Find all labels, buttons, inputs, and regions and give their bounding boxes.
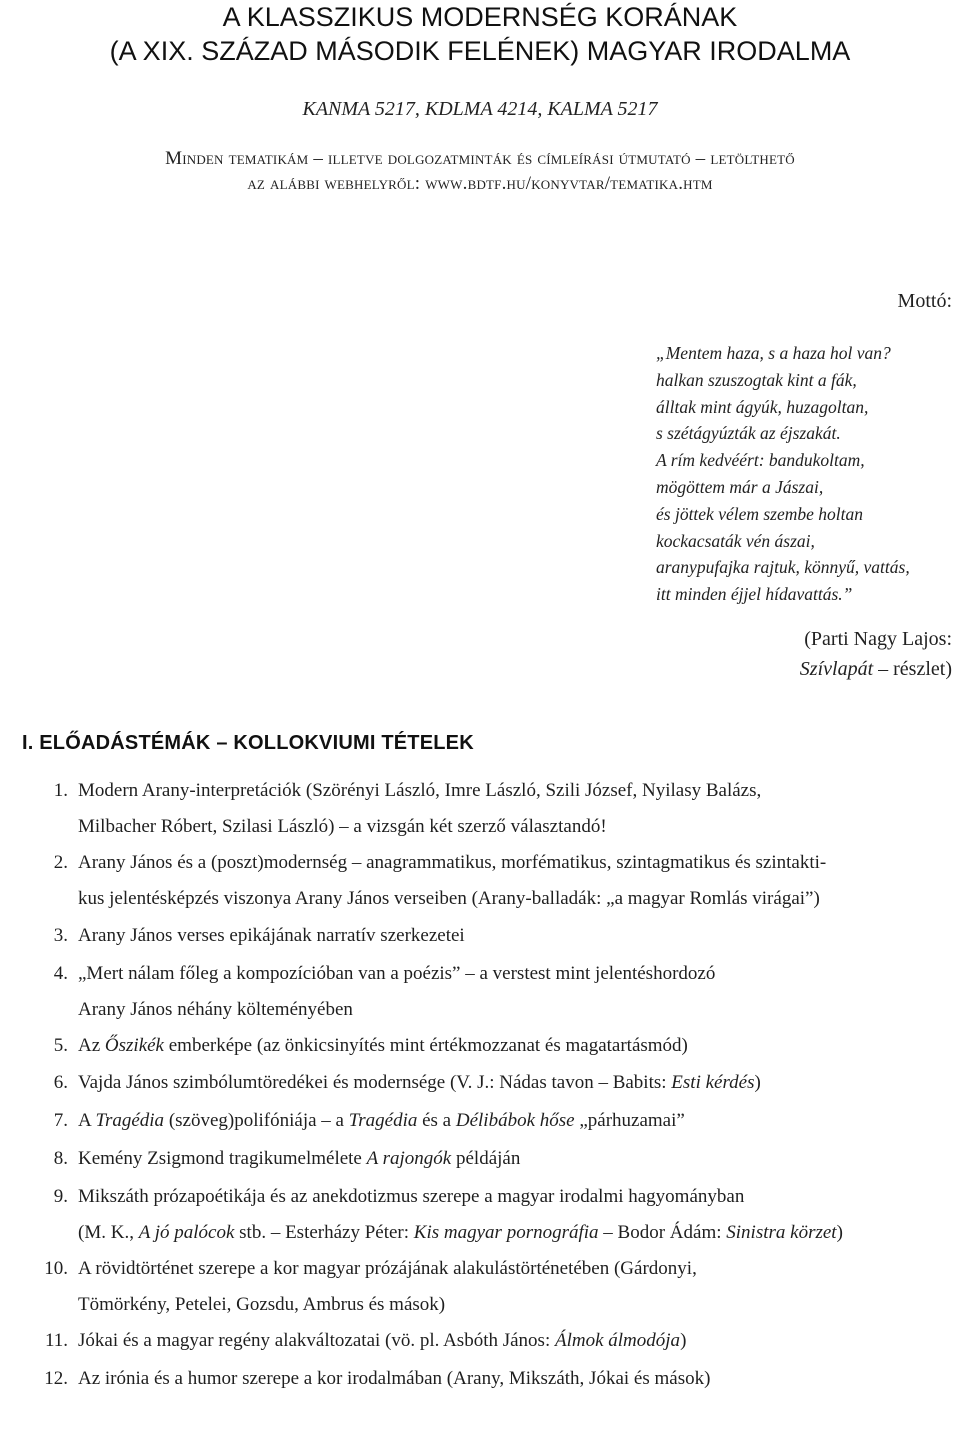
topic-text-line <box>78 1072 761 1094</box>
text-run: stb. – Esterházy Péter: <box>234 1222 414 1243</box>
poem-line: „Mentem haza, s a haza hol van? <box>656 343 891 363</box>
poem-line: kockacsaták vén ászai, <box>656 530 815 551</box>
document-title-line-2: (A XIX. SZÁZAD MÁSODIK FELÉNEK) MAGYAR IRODALMA <box>109 36 851 66</box>
poem-line: itt minden éjjel hídavattás.” <box>656 584 853 605</box>
text-run: (M. K., <box>78 1222 139 1243</box>
topic-number: 6. <box>53 1072 68 1093</box>
italic-title: Esti kérdés <box>671 1072 755 1093</box>
text-run: Az <box>78 1035 105 1056</box>
italic-title: Délibábok hőse <box>455 1110 575 1131</box>
italic-title: Kis magyar pornográfia <box>413 1222 599 1243</box>
text-run: „párhuzamai” <box>574 1110 685 1131</box>
topic-number: 4. <box>53 963 68 984</box>
italic-title: Őszikék <box>104 1035 164 1056</box>
topic-text-line <box>78 1035 688 1057</box>
text-run: (szöveg)polifóniája – a <box>164 1110 349 1131</box>
text-run: A <box>78 1110 96 1131</box>
text-run: kus jelentésképzés viszonya Arany János verseiben (Arany-balladák: „a magyar Romlás virágai”) <box>78 888 820 909</box>
attribution-rest: – részlet) <box>873 658 952 680</box>
italic-title: A jó palócok <box>138 1222 235 1243</box>
text-run: Milbacher Róbert, Szilasi László) – a vizsgán két szerző választandó! <box>78 816 607 837</box>
download-note-line-1: Minden tematikám – illetve dolgozatminták és címleírási útmutató – letölthető <box>165 148 795 169</box>
topic-text-line <box>78 1294 445 1316</box>
text-run: példáján <box>451 1148 521 1169</box>
document-title-line-1: A KLASSZIKUS MODERNSÉG KORÁNAK <box>222 2 738 32</box>
poem-line: s szétágyúzták az éjszakát. <box>656 423 841 444</box>
motto-poem <box>656 340 956 608</box>
motto-attribution-line-2 <box>592 654 952 684</box>
course-codes: KANMA 5217, KDLMA 4214, KALMA 5217 <box>302 98 658 120</box>
text-run: Modern Arany-interpretációk (Szörényi László, Imre László, Szili József, Nyilasy Balázs, <box>78 780 762 801</box>
text-run: emberképe (az önkicsinyítés mint értékmozzanat és magatartásmód) <box>164 1035 688 1056</box>
poem-line: mögöttem már a Jászai, <box>656 476 824 497</box>
text-run: „Mert nálam főleg a kompozícióban van a poézis” – a verstest mint jelentéshordozó <box>78 963 716 984</box>
topic-text-line <box>78 999 353 1021</box>
topic-number: 9. <box>53 1186 68 1207</box>
topic-text-line <box>78 888 820 910</box>
topic-number: 7. <box>53 1110 68 1131</box>
topic-text-line <box>78 1186 744 1208</box>
topic-text-line <box>78 780 761 802</box>
topic-text-line <box>78 1110 685 1132</box>
text-run: ) <box>754 1072 761 1093</box>
text-run: ) <box>836 1222 843 1243</box>
text-run: Tömörkény, Petelei, Gozsdu, Ambrus és mások) <box>78 1294 446 1315</box>
motto-label: Mottó: <box>897 290 952 312</box>
text-run: – Bodor Ádám: <box>598 1222 727 1243</box>
italic-title: Álmok álmodója <box>554 1330 681 1351</box>
text-run: és a <box>417 1110 456 1131</box>
text-run: Kemény Zsigmond tragikumelmélete <box>78 1148 367 1169</box>
topic-text-line <box>78 852 826 874</box>
topic-number: 11. <box>44 1330 68 1351</box>
text-run: A rövidtörténet szerepe a kor magyar prózájának alakulástörténetében (Gárdonyi, <box>78 1258 697 1279</box>
topic-number: 3. <box>53 925 68 946</box>
text-run: ) <box>680 1330 687 1351</box>
topic-number: 2. <box>53 852 68 873</box>
topic-text-line <box>78 1368 710 1390</box>
attribution-title: Szívlapát <box>799 658 874 680</box>
topic-number: 12. <box>44 1368 68 1389</box>
poem-line: A rím kedvéért: bandukoltam, <box>656 450 865 471</box>
poem-line: aranypufajka rajtuk, könnyű, vattás, <box>656 557 910 578</box>
text-run: Vajda János szimbólumtöredékei és modernsége (V. J.: Nádas tavon – Babits: <box>78 1072 672 1093</box>
topic-number: 1. <box>53 780 68 801</box>
topic-text-line <box>78 1222 843 1244</box>
topic-text-line <box>78 816 607 838</box>
download-note-line-2: az alábbi webhelyről: www.bdtf.hu/konyvtar/tematika.htm <box>247 173 713 194</box>
section-heading: I. ELŐADÁSTÉMÁK – KOLLOKVIUMI TÉTELEK <box>22 732 474 754</box>
topic-text-line <box>78 1330 686 1352</box>
topic-text-line <box>78 925 465 947</box>
italic-title: Sinistra körzet <box>726 1222 837 1243</box>
topic-number: 10. <box>44 1258 68 1279</box>
text-run: Jókai és a magyar regény alakváltozatai (vö. pl. Asbóth János: <box>78 1330 555 1351</box>
topic-number: 5. <box>53 1035 68 1056</box>
topic-number: 8. <box>53 1148 68 1169</box>
poem-line: álltak mint ágyúk, huzagoltan, <box>656 396 869 417</box>
italic-title: A rajongók <box>366 1148 452 1169</box>
italic-title: Tragédia <box>95 1110 165 1131</box>
text-run: Arany János és a (poszt)modernség – anagrammatikus, morfématikus, szintagmatikus és szintakti- <box>78 852 827 873</box>
text-run: Az irónia és a humor szerepe a kor irodalmában (Arany, Mikszáth, Jókai és mások) <box>78 1368 711 1389</box>
poem-line: és jöttek vélem szembe holtan <box>656 503 864 524</box>
poem-line: halkan szuszogtak kint a fák, <box>656 369 857 390</box>
text-run: Arany János néhány költeményében <box>78 999 353 1020</box>
motto-attribution-line-1: (Parti Nagy Lajos: <box>804 628 952 650</box>
topic-text-line <box>78 1258 697 1280</box>
italic-title: Tragédia <box>348 1110 418 1131</box>
topic-text-line <box>78 1148 520 1170</box>
topic-text-line <box>78 963 715 985</box>
text-run: Arany János verses epikájának narratív szerkezetei <box>78 925 465 946</box>
text-run: Mikszáth prózapoétikája és az anekdotizmus szerepe a magyar irodalmi hagyományban <box>78 1186 745 1207</box>
